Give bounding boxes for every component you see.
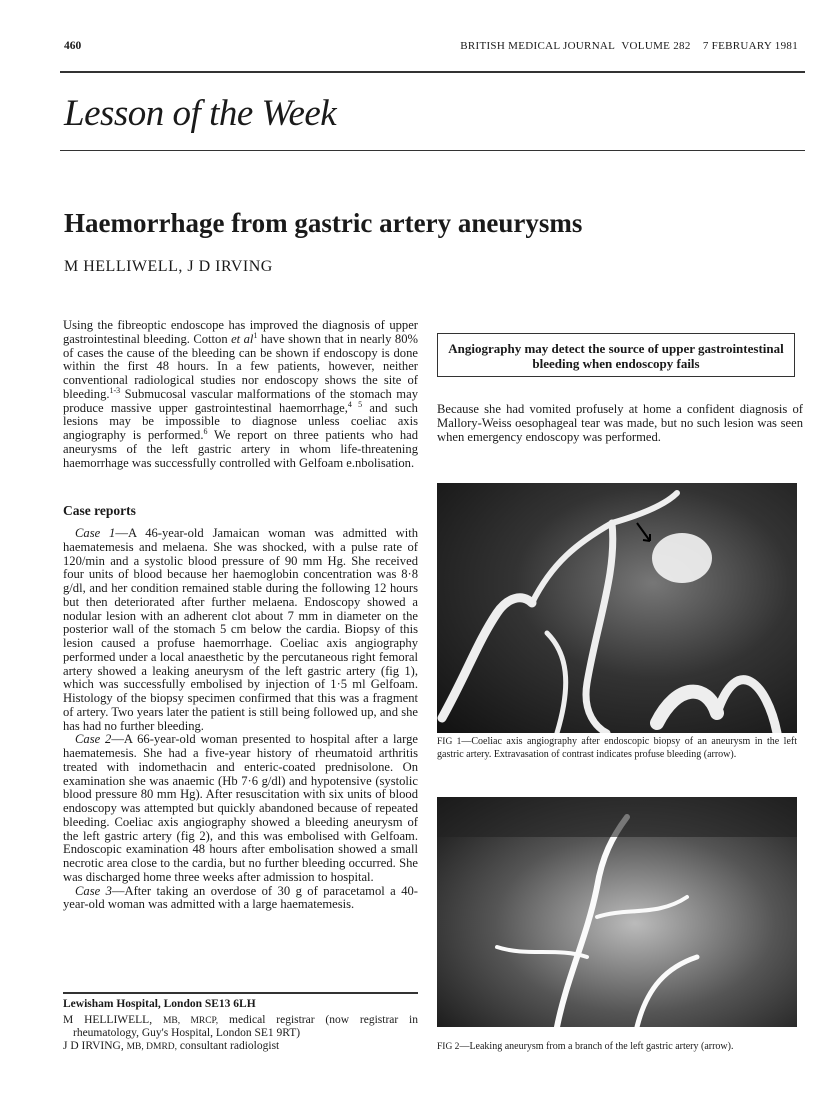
arrow-icon (637, 523, 650, 541)
case-2: Case 2—A 66-year-old woman presented to hospital after a large haematemesis. She had a five-year history of rheumatoid arthritis treated with indomethacin and enteric-coated prednisolone. On examination she was anaemic (Hb 7·6 g/dl) and hypotensive (systolic blood pressure 80 mm Hg). After resuscitation with six units of blood endoscopy was attempted but quickly abandoned because of repeated bleeding. Coeliac axis angiography showed a bleeding aneurysm of the left gastric artery (fig 2), and this was embolised with Gelfoam. Endoscopic examination 48 hours after embolisation showed a small necrotic area close to the cardia, but no further bleeding occurred. She was discharged home three weeks after admission to hospital. (63, 732, 418, 884)
affiliations (63, 998, 418, 1053)
figure-2-image (437, 797, 797, 1027)
article-authors: M HELLIWELL, J D IRVING (64, 258, 273, 275)
author-2-affiliation: J D IRVING, MB, DMRD, consultant radiologist (63, 1039, 280, 1052)
journal-name: BRITISH MEDICAL JOURNAL (460, 40, 616, 52)
affiliation-rule (63, 992, 418, 994)
article-title: Haemorrhage from gastric artery aneurysms (64, 208, 583, 238)
figure-2-caption: FIG 2—Leaking aneurysm from a branch of the left gastric artery (arrow). (437, 1041, 734, 1052)
figure-1-caption: FIG 1—Coeliac axis angiography after endoscopic biopsy of an aneurysm in the left gastric artery. Extravasation of contrast indicates profuse bleeding (arrow). (437, 736, 797, 760)
left-column (63, 319, 418, 912)
running-header (460, 40, 798, 52)
figure-1-image (437, 483, 797, 733)
case-3: Case 3—After taking an overdose of 30 g of paracetamol a 40-year-old woman was admitted with a large haematemesis. (63, 883, 418, 912)
author-1-affiliation: M HELLIWELL, MB, MRCP, medical registrar (now registrar in rheumatology, Guy's Hospital, London SE1 9RT) (63, 1013, 418, 1039)
section-rule (60, 150, 805, 151)
section-title: Lesson of the Week (64, 93, 337, 134)
case-reports-heading: Case reports (63, 503, 136, 519)
angiogram-2 (437, 797, 797, 1027)
case-1: Case 1—A 46-year-old Jamaican woman was admitted with haematemesis and melaena. She was shocked, with a pulse rate of 120/min and a systolic blood pressure of 90 mm Hg. She received four units of blood because her haemoglobin concentration was 8·8 g/dl, and her condition remained stable during the following 12 hours but then deteriorated after further melaena. Endoscopy showed a nodular lesion with an adherent clot about 7 mm in diameter on the posterior wall of the stomach 5 cm below the cardia. Biopsy of this lesion caused a profuse haemorrhage. Coeliac axis angiography performed under a local anaesthetic by the percutaneous right femoral artery showed a leaking aneurysm of the left gastric artery (fig 1), which was successfully embolised by injection of 1·5 ml Gelfoam. Histology of the biopsy specimen confirmed that this was a fragment of artery. Two years later the patient is still being followed up, and she has had no further bleeding. (63, 526, 419, 733)
intro-paragraph: Using the fibreoptic endoscope has improved the diagnosis of upper gastrointestinal bleeding. Cotton et $al^1$ have shown that in nearly 80% of cases the cause of the bleeding can be shown if endoscopy is done within the first 48 hours. In a few patients, however, neither conventional radiological studies nor endoscopy shows the site of bleeding.$^{1-3}$ Submucosal vascular malformations of the stomach may produce massive upper gastrointestinal haemorrhage,$^{4 5}$ and such lesions may be impossible to diagnose unless coeliac axis angiography is performed.$^6$ We report on three patients who had aneurysms of the left gastric artery in whom life-threatening haemorrhage was successfully controlled with Gelfoam e.nbolisation. (63, 318, 419, 470)
institution: Lewisham Hospital, London SE13 6LH (63, 998, 256, 1010)
volume: VOLUME 282 (621, 40, 691, 52)
angiogram-1 (437, 483, 797, 733)
page-number: 460 (64, 40, 82, 52)
issue-date: 7 FEBRUARY 1981 (702, 40, 798, 52)
header-rule (60, 71, 805, 73)
right-column-paragraph: Because she had vomited profusely at home a confident diagnosis of Mallory-Weiss oesophageal tear was made, but no such lesion was seen when emergency endoscopy was performed. (437, 402, 803, 444)
pull-quote-box: Angiography may detect the source of upper gastrointestinal bleeding when endoscopy fails (437, 333, 795, 377)
